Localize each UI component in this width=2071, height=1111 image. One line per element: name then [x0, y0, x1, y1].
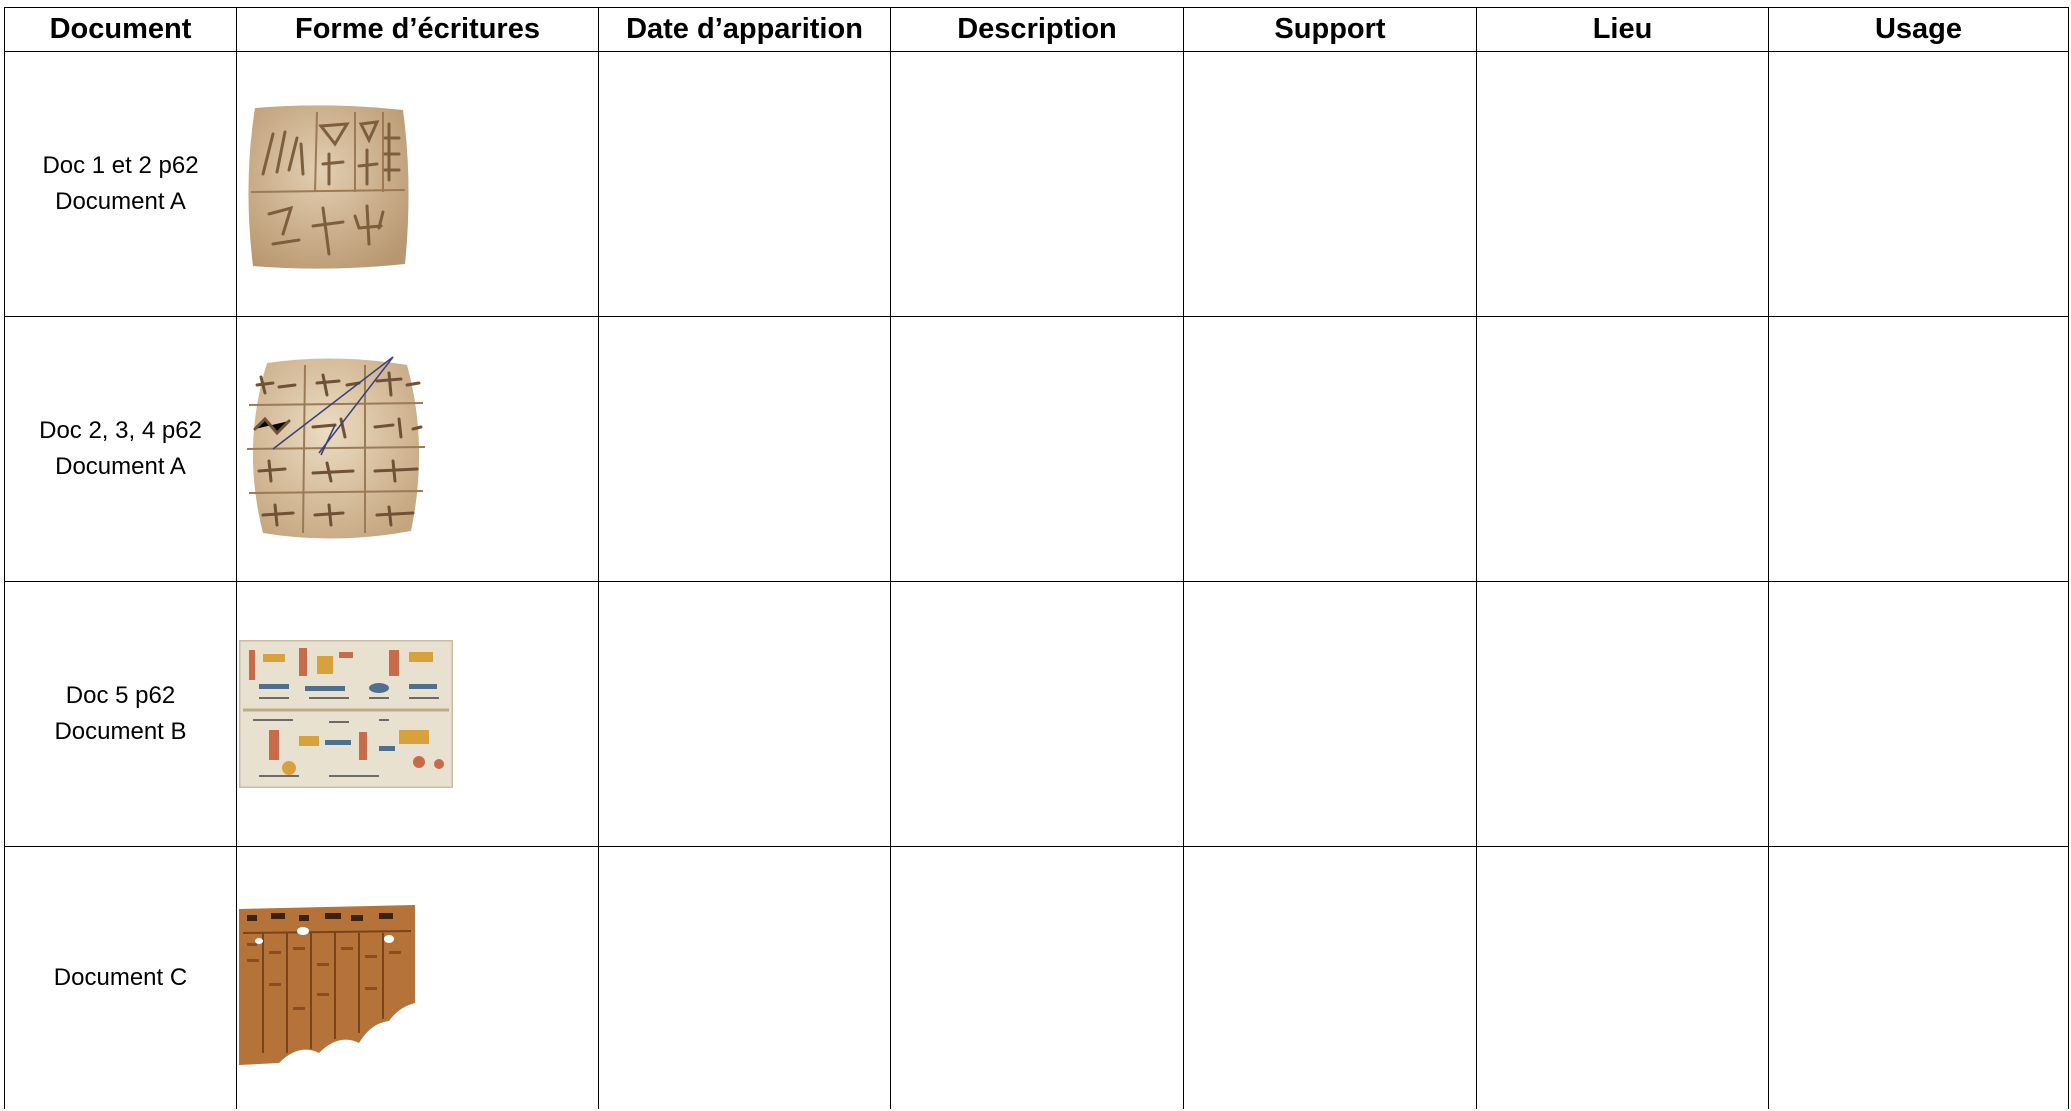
- writing-form-cell: [237, 52, 599, 317]
- document-reference-line: Doc 1 et 2 p62: [42, 152, 199, 179]
- worksheet-table: [4, 7, 2069, 1109]
- description-cell[interactable]: [891, 847, 1184, 1110]
- document-reference-cell: [5, 847, 237, 1110]
- description-cell[interactable]: [891, 52, 1184, 317]
- header-date-apparition: Date d’apparition: [599, 8, 891, 52]
- description-cell[interactable]: [891, 317, 1184, 582]
- lieu-cell[interactable]: [1477, 582, 1769, 847]
- writing-form-cell: [237, 847, 599, 1110]
- header-row: [5, 8, 2069, 52]
- header-support: Support: [1184, 8, 1477, 52]
- header-description: Description: [891, 8, 1184, 52]
- header-usage: Usage: [1769, 8, 2069, 52]
- support-cell[interactable]: [1184, 847, 1477, 1110]
- document-reference-line: Document A: [55, 188, 186, 215]
- papyrus-image: [239, 903, 415, 1065]
- header-lieu: Lieu: [1477, 8, 1769, 52]
- document-reference-line: Document C: [53, 964, 188, 991]
- description-cell[interactable]: [891, 582, 1184, 847]
- support-cell[interactable]: [1184, 52, 1477, 317]
- writing-form-cell: [237, 317, 599, 582]
- usage-cell[interactable]: [1769, 317, 2069, 582]
- document-reference-cell: [5, 317, 237, 582]
- lieu-cell[interactable]: [1477, 52, 1769, 317]
- usage-cell[interactable]: [1769, 52, 2069, 317]
- table-row: [5, 317, 2069, 582]
- pictographic-tablet-image: [243, 104, 413, 272]
- usage-cell[interactable]: [1769, 847, 2069, 1110]
- support-cell[interactable]: [1184, 582, 1477, 847]
- hieroglyphs-image: [239, 640, 453, 788]
- document-reference-line: Doc 2, 3, 4 p62: [39, 417, 202, 444]
- header-forme-ecritures: Forme d’écritures: [237, 8, 599, 52]
- header-document: Document: [5, 8, 237, 52]
- table-row: [5, 847, 2069, 1110]
- writing-form-cell: [237, 582, 599, 847]
- document-reference-cell: [5, 52, 237, 317]
- document-reference-line: Document A: [55, 453, 186, 480]
- lieu-cell[interactable]: [1477, 847, 1769, 1110]
- document-reference-cell: [5, 582, 237, 847]
- lieu-cell[interactable]: [1477, 317, 1769, 582]
- date-cell[interactable]: [599, 582, 891, 847]
- document-reference-line: Document B: [54, 718, 187, 745]
- date-cell[interactable]: [599, 52, 891, 317]
- table-row: [5, 52, 2069, 317]
- support-cell[interactable]: [1184, 317, 1477, 582]
- table-row: [5, 582, 2069, 847]
- date-cell[interactable]: [599, 847, 891, 1110]
- cuneiform-tablet-image: [243, 355, 429, 545]
- date-cell[interactable]: [599, 317, 891, 582]
- usage-cell[interactable]: [1769, 582, 2069, 847]
- document-reference-line: Doc 5 p62: [65, 682, 176, 709]
